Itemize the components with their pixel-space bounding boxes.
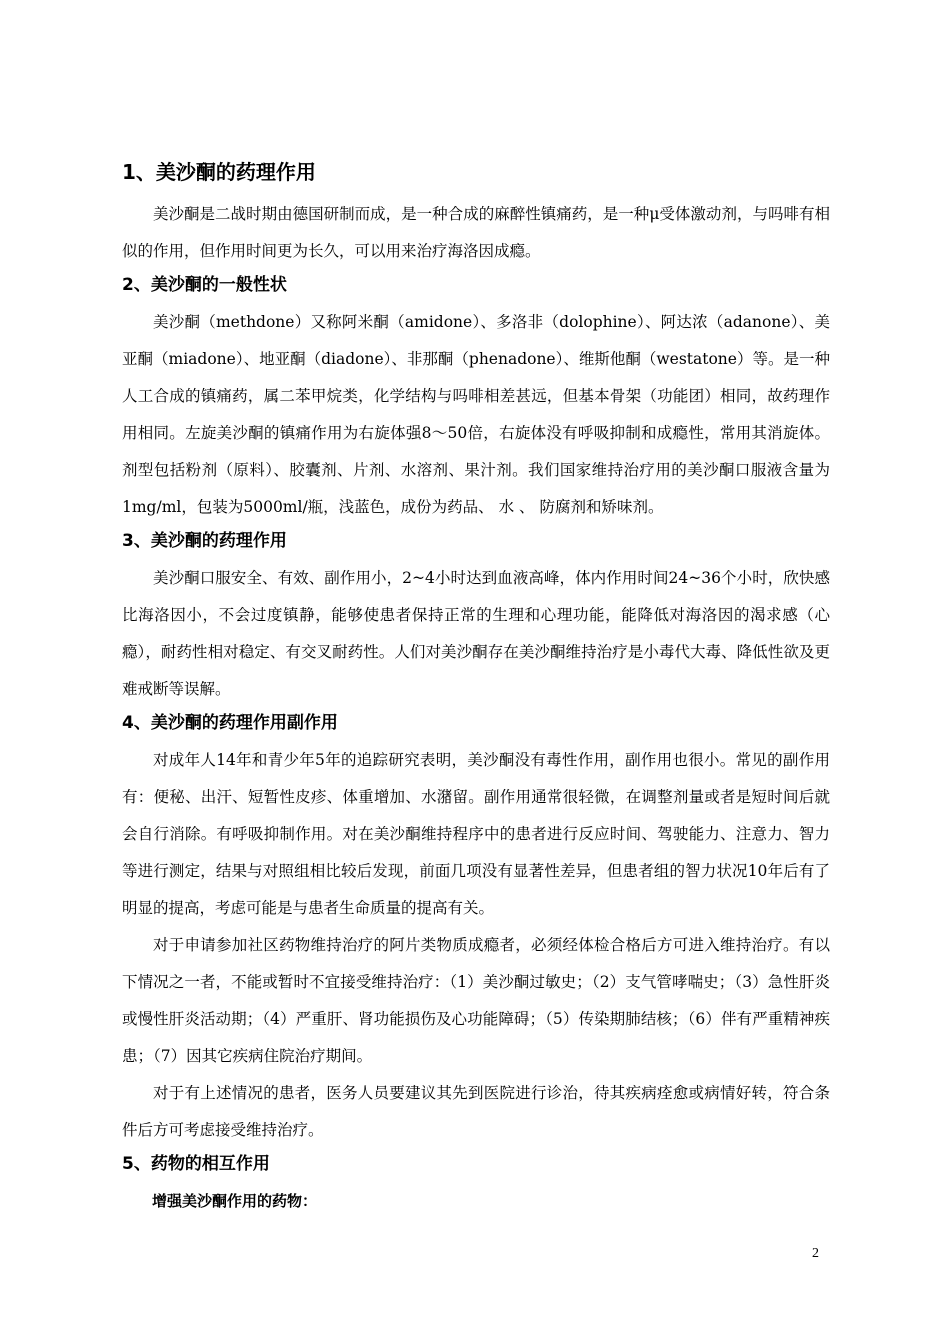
section-heading: 4、美沙酮的药理作用副作用 xyxy=(122,713,338,733)
section-heading: 3、美沙酮的药理作用 xyxy=(122,531,287,551)
paragraph: 对于有上述情况的患者，医务人员要建议其先到医院进行诊治，待其疾病痊愈或病情好转，符合条件后方可考虑接受维持治疗。 xyxy=(122,1084,830,1139)
section-1 xyxy=(122,156,830,270)
paragraph: 美沙酮口服安全、有效、副作用小，2~4小时达到血液高峰，体内作用时间24~36个小时，欣快感比海洛因小，不会过度镇静，能够使患者保持正常的生理和心理功能，能降低对海洛因的渴求感（心瘾），耐药性相对稳定、有交叉耐药性。人们对美沙酮存在美沙酮维持治疗是小毒代大毒、降低性欲及更难戒断等误解。 xyxy=(122,569,830,698)
section-heading: 1、美沙酮的药理作用 xyxy=(122,160,316,184)
paragraph: 对成年人14年和青少年5年的追踪研究表明，美沙酮没有毒性作用，副作用也很小。常见的副作用有：便秘、出汗、短暂性皮疹、体重增加、水潴留。副作用通常很轻微，在调整剂量或者是短时间后就会自行消除。有呼吸抑制作用。对在美沙酮维持程序中的患者进行反应时间、驾驶能力、注意力、智力等进行测定，结果与对照组相比较后发现，前面几项没有显著性差异，但患者组的智力状况10年后有了明显的提高，考虑可能是与患者生命质量的提高有关。 xyxy=(122,751,830,917)
section-2 xyxy=(122,270,830,526)
paragraph: 美沙酮是二战时期由德国研制而成，是一种合成的麻醉性镇痛药，是一种μ受体激动剂，与吗啡有相似的作用，但作用时间更为长久，可以用来治疗海洛因成瘾。 xyxy=(122,205,830,260)
section-heading: 5、药物的相互作用 xyxy=(122,1154,270,1174)
section-heading: 2、美沙酮的一般性状 xyxy=(122,275,287,295)
section-4 xyxy=(122,708,830,1149)
subheading: 增强美沙酮作用的药物： xyxy=(152,1192,318,1210)
paragraph: 美沙酮（methdone）又称阿米酮（amidone）、多洛非（dolophine）、阿达浓（adanone）、美亚酮（miadone）、地亚酮（diadone）、非那酮（phenadone）、维斯他酮（westatone）等。是一种人工合成的镇痛药，属二苯甲烷类，化学结构与吗啡相差甚远，但基本骨架（功能团）相同，故药理作用相同。左旋美沙酮的镇痛作用为右旋体强8～50倍，右旋体没有呼吸抑制和成瘾性，常用其消旋体。剂型包括粉剂（原料）、胶囊剂、片剂、水溶剂、果汁剂。我们国家维持治疗用的美沙酮口服液含量为1mg/ml，包装为5000ml/瓶，浅蓝色，成份为药品、 水 、 防腐剂和矫味剂。 xyxy=(122,313,830,516)
section-5 xyxy=(122,1149,830,1220)
page-number: 2 xyxy=(812,1246,819,1261)
document-body xyxy=(122,156,830,1220)
paragraph: 对于申请参加社区药物维持治疗的阿片类物质成瘾者，必须经体检合格后方可进入维持治疗。有以下情况之一者，不能或暂时不宜接受维持治疗：（1）美沙酮过敏史；（2）支气管哮喘史；（3）急性肝炎或慢性肝炎活动期；（4）严重肝、肾功能损伤及心功能障碍；（5）传染期肺结核；（6）伴有严重精神疾患；（7）因其它疾病住院治疗期间。 xyxy=(122,936,830,1065)
section-3 xyxy=(122,526,830,708)
